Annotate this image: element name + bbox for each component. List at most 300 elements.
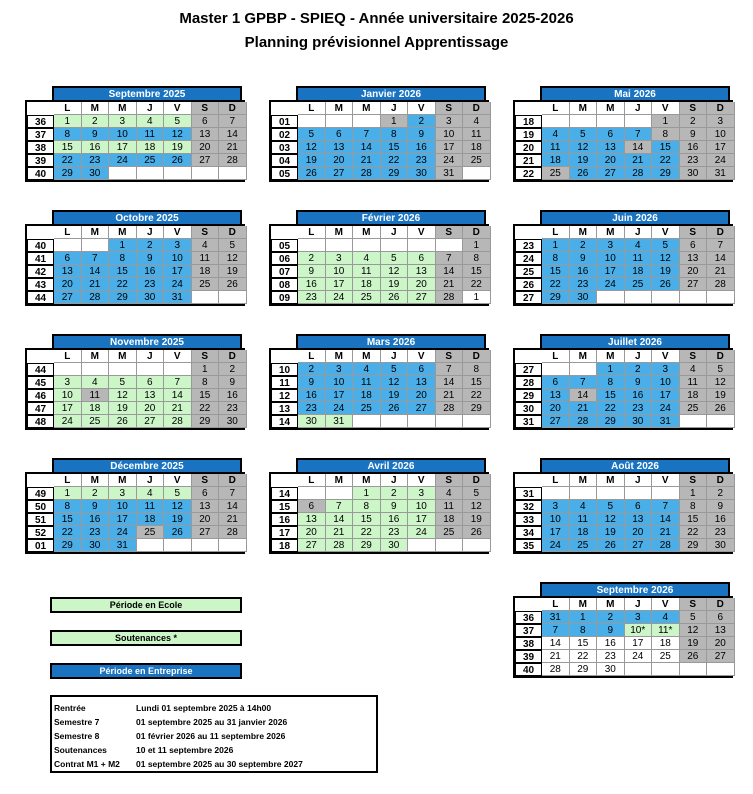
day-cell: 11 [137, 128, 165, 141]
week-number: 21 [515, 154, 542, 167]
info-row [54, 701, 374, 715]
week-number: 20 [515, 141, 542, 154]
day-cell: 12 [109, 389, 137, 402]
day-cell: 22 [353, 526, 381, 539]
day-cell: 20 [192, 141, 220, 154]
day-cell: 25 [463, 154, 491, 167]
week-number: 08 [271, 278, 298, 291]
day-cell [542, 487, 570, 500]
day-cell: 8 [463, 363, 491, 376]
day-cell: 28 [707, 278, 735, 291]
month-grid [25, 472, 245, 554]
day-cell [82, 239, 110, 252]
day-cell: 12 [707, 376, 735, 389]
day-cell [707, 415, 735, 428]
week-number: 03 [271, 141, 298, 154]
day-cell [652, 487, 680, 500]
day-cell [298, 239, 326, 252]
weekday-header: M [82, 350, 110, 363]
day-cell: 17 [436, 141, 464, 154]
day-cell: 29 [542, 291, 570, 304]
day-cell: 16 [597, 637, 625, 650]
day-cell: 20 [597, 154, 625, 167]
day-cell: 23 [298, 402, 326, 415]
month-calendar [522, 210, 730, 306]
day-cell: 24 [707, 154, 735, 167]
day-cell: 13 [707, 624, 735, 637]
day-cell: 20 [408, 389, 436, 402]
day-cell [680, 291, 708, 304]
day-cell: 30 [219, 415, 247, 428]
day-cell: 24 [652, 402, 680, 415]
day-cell [109, 167, 137, 180]
day-cell: 14 [625, 141, 653, 154]
day-cell: 30 [82, 167, 110, 180]
day-cell: 17 [54, 402, 82, 415]
info-box [50, 695, 378, 773]
weekday-header: J [381, 226, 409, 239]
month-grid [269, 224, 489, 306]
week-header-blank [271, 102, 298, 115]
day-cell: 15 [54, 513, 82, 526]
day-cell: 28 [542, 663, 570, 676]
day-cell: 30 [680, 167, 708, 180]
day-cell: 9 [570, 252, 598, 265]
day-cell [652, 663, 680, 676]
day-cell [164, 539, 192, 552]
week-number: 30 [515, 402, 542, 415]
day-cell: 24 [326, 402, 354, 415]
week-header-blank [27, 102, 54, 115]
day-cell: 17 [625, 637, 653, 650]
weekday-header: J [625, 598, 653, 611]
day-cell: 16 [137, 265, 165, 278]
month-grid [513, 596, 733, 678]
day-cell: 12 [164, 128, 192, 141]
day-cell: 27 [192, 154, 220, 167]
day-cell: 24 [54, 415, 82, 428]
weekday-header: M [570, 350, 598, 363]
day-cell: 5 [652, 239, 680, 252]
day-cell [436, 539, 464, 552]
day-cell: 19 [463, 513, 491, 526]
month-grid [513, 348, 733, 430]
day-cell [381, 239, 409, 252]
day-cell: 14 [436, 265, 464, 278]
weekday-header: V [652, 474, 680, 487]
day-cell: 13 [680, 252, 708, 265]
week-number: 12 [271, 389, 298, 402]
day-cell: 31 [436, 167, 464, 180]
day-cell: 22 [54, 154, 82, 167]
day-cell: 20 [298, 526, 326, 539]
day-cell: 22 [192, 402, 220, 415]
day-cell: 19 [381, 389, 409, 402]
day-cell: 3 [326, 363, 354, 376]
info-key: Semestre 8 [54, 731, 100, 741]
weekday-header: M [570, 474, 598, 487]
week-number: 22 [515, 167, 542, 180]
day-cell [137, 167, 165, 180]
day-cell: 26 [463, 526, 491, 539]
weekday-header: D [219, 474, 247, 487]
week-number: 47 [27, 402, 54, 415]
day-cell: 26 [219, 278, 247, 291]
day-cell: 16 [298, 389, 326, 402]
day-cell [219, 291, 247, 304]
day-cell: 5 [597, 500, 625, 513]
day-cell: 4 [82, 376, 110, 389]
day-cell: 11 [542, 141, 570, 154]
day-cell: 21 [326, 526, 354, 539]
month-title: Juillet 2026 [540, 334, 730, 348]
day-cell: 19 [570, 154, 598, 167]
day-cell: 24 [436, 154, 464, 167]
week-header-blank [27, 226, 54, 239]
day-cell: 21 [353, 154, 381, 167]
weekday-header: S [436, 226, 464, 239]
week-number: 38 [27, 141, 54, 154]
day-cell [82, 363, 110, 376]
day-cell: 25 [353, 291, 381, 304]
weekday-header: M [109, 350, 137, 363]
day-cell: 27 [597, 167, 625, 180]
day-cell [353, 115, 381, 128]
day-cell: 25 [192, 278, 220, 291]
week-number: 18 [515, 115, 542, 128]
day-cell: 17 [542, 526, 570, 539]
day-cell: 22 [381, 154, 409, 167]
day-cell: 16 [680, 141, 708, 154]
day-cell: 5 [164, 487, 192, 500]
day-cell: 4 [652, 611, 680, 624]
day-cell: 18 [353, 389, 381, 402]
day-cell: 10 [54, 389, 82, 402]
day-cell: 5 [381, 252, 409, 265]
day-cell [597, 487, 625, 500]
day-cell [54, 239, 82, 252]
day-cell: 7 [353, 128, 381, 141]
day-cell: 22 [54, 526, 82, 539]
day-cell: 8 [652, 128, 680, 141]
week-number: 05 [271, 167, 298, 180]
day-cell: 2 [298, 363, 326, 376]
day-cell: 5 [707, 363, 735, 376]
day-cell: 5 [570, 128, 598, 141]
day-cell: 8 [570, 624, 598, 637]
day-cell: 14 [164, 389, 192, 402]
day-cell: 29 [463, 402, 491, 415]
week-number: 44 [27, 363, 54, 376]
day-cell [436, 239, 464, 252]
week-number: 16 [271, 513, 298, 526]
day-cell [137, 539, 165, 552]
day-cell: 10 [542, 513, 570, 526]
day-cell: 2 [137, 239, 165, 252]
day-cell: 6 [326, 128, 354, 141]
day-cell: 17 [326, 278, 354, 291]
day-cell: 16 [625, 389, 653, 402]
day-cell [353, 239, 381, 252]
day-cell: 26 [298, 167, 326, 180]
weekday-header: J [137, 474, 165, 487]
day-cell: 22 [652, 154, 680, 167]
day-cell: 10 [326, 265, 354, 278]
month-title: Février 2026 [296, 210, 486, 224]
info-value: 01 février 2026 au 11 septembre 2026 [136, 731, 286, 741]
day-cell: 18 [652, 637, 680, 650]
day-cell: 17 [707, 141, 735, 154]
day-cell: 31 [652, 415, 680, 428]
day-cell: 31 [542, 611, 570, 624]
day-cell: 30 [597, 663, 625, 676]
day-cell: 16 [381, 513, 409, 526]
day-cell: 5 [680, 611, 708, 624]
day-cell: 9 [298, 265, 326, 278]
day-cell [353, 415, 381, 428]
day-cell: 27 [298, 539, 326, 552]
weekday-header: L [298, 226, 326, 239]
week-number: 40 [27, 167, 54, 180]
weekday-header: J [137, 226, 165, 239]
week-number: 36 [515, 611, 542, 624]
day-cell: 8 [463, 252, 491, 265]
weekday-header: J [625, 474, 653, 487]
day-cell: 12 [680, 624, 708, 637]
day-cell: 20 [192, 513, 220, 526]
day-cell: 4 [353, 252, 381, 265]
week-header-blank [515, 350, 542, 363]
weekday-header: V [652, 350, 680, 363]
day-cell: 19 [109, 402, 137, 415]
info-row [54, 715, 374, 729]
month-calendar [278, 86, 486, 182]
day-cell [137, 363, 165, 376]
month-grid [269, 472, 489, 554]
day-cell: 10 [408, 500, 436, 513]
day-cell [164, 167, 192, 180]
day-cell: 27 [137, 415, 165, 428]
day-cell: 1 [597, 363, 625, 376]
day-cell: 1 [652, 115, 680, 128]
day-cell: 20 [707, 637, 735, 650]
day-cell: 23 [707, 526, 735, 539]
day-cell: 7 [326, 500, 354, 513]
day-cell: 24 [109, 526, 137, 539]
day-cell: 29 [353, 539, 381, 552]
day-cell: 4 [463, 115, 491, 128]
day-cell: 21 [219, 513, 247, 526]
day-cell: 28 [353, 167, 381, 180]
day-cell: 18 [542, 154, 570, 167]
day-cell: 26 [109, 415, 137, 428]
day-cell: 18 [353, 278, 381, 291]
page-title: Master 1 GPBP - SPIEQ - Année universitaire 2025-2026 [179, 10, 574, 27]
day-cell: 9 [298, 376, 326, 389]
day-cell: 23 [82, 526, 110, 539]
day-cell [408, 415, 436, 428]
day-cell [570, 115, 598, 128]
weekday-header: D [707, 598, 735, 611]
weekday-header: L [54, 226, 82, 239]
day-cell: 24 [542, 539, 570, 552]
weekday-header: D [219, 226, 247, 239]
day-cell: 29 [597, 415, 625, 428]
day-cell: 28 [625, 167, 653, 180]
day-cell: 3 [707, 115, 735, 128]
day-cell: 10 [109, 500, 137, 513]
day-cell: 2 [298, 252, 326, 265]
week-header-blank [271, 226, 298, 239]
week-number: 13 [271, 402, 298, 415]
week-number: 34 [515, 526, 542, 539]
month-grid [25, 224, 245, 306]
day-cell: 27 [326, 167, 354, 180]
day-cell: 11 [680, 376, 708, 389]
day-cell: 23 [219, 402, 247, 415]
day-cell: 28 [570, 415, 598, 428]
month-grid [269, 348, 489, 430]
day-cell: 21 [570, 402, 598, 415]
info-value: Lundi 01 septembre 2025 à 14h00 [136, 703, 272, 713]
day-cell: 15 [570, 637, 598, 650]
week-number: 07 [271, 265, 298, 278]
day-cell: 19 [597, 526, 625, 539]
day-cell: 17 [408, 513, 436, 526]
day-cell [680, 663, 708, 676]
day-cell: 2 [408, 115, 436, 128]
day-cell: 21 [164, 402, 192, 415]
day-cell: 2 [82, 487, 110, 500]
week-number: 15 [271, 500, 298, 513]
day-cell: 14 [219, 500, 247, 513]
week-number: 10 [271, 363, 298, 376]
weekday-header: V [408, 474, 436, 487]
day-cell: 21 [707, 265, 735, 278]
week-number: 24 [515, 252, 542, 265]
day-cell: 5 [381, 363, 409, 376]
day-cell: 26 [381, 402, 409, 415]
day-cell: 31 [109, 539, 137, 552]
week-number: 39 [27, 154, 54, 167]
day-cell: 3 [408, 487, 436, 500]
day-cell: 27 [542, 415, 570, 428]
month-calendar [278, 334, 486, 430]
day-cell: 6 [54, 252, 82, 265]
day-cell: 21 [625, 154, 653, 167]
day-cell: 8 [381, 128, 409, 141]
day-cell: 11 [625, 252, 653, 265]
day-cell: 27 [680, 278, 708, 291]
legend-soutenances: Soutenances * [50, 630, 242, 646]
week-header-blank [515, 474, 542, 487]
day-cell: 5 [463, 487, 491, 500]
day-cell: 7 [652, 500, 680, 513]
weekday-header: M [82, 226, 110, 239]
day-cell: 26 [680, 650, 708, 663]
weekday-header: D [463, 226, 491, 239]
day-cell: 22 [542, 278, 570, 291]
month-grid [513, 224, 733, 306]
day-cell: 18 [436, 513, 464, 526]
day-cell: 16 [408, 141, 436, 154]
weekday-header: J [625, 350, 653, 363]
week-number: 14 [271, 487, 298, 500]
day-cell: 12 [652, 252, 680, 265]
month-title: Septembre 2026 [540, 582, 730, 596]
month-title: Août 2026 [540, 458, 730, 472]
day-cell: 1 [463, 291, 491, 304]
day-cell: 22 [463, 278, 491, 291]
week-number: 50 [27, 500, 54, 513]
day-cell: 26 [164, 526, 192, 539]
day-cell: 20 [54, 278, 82, 291]
day-cell: 7 [164, 376, 192, 389]
day-cell [109, 363, 137, 376]
weekday-header: S [436, 350, 464, 363]
day-cell: 8 [680, 500, 708, 513]
day-cell: 11 [570, 513, 598, 526]
weekday-header: M [326, 102, 354, 115]
day-cell: 17 [109, 513, 137, 526]
weekday-header: V [408, 102, 436, 115]
weekday-header: V [408, 226, 436, 239]
day-cell: 28 [82, 291, 110, 304]
day-cell: 15 [109, 265, 137, 278]
day-cell: 11* [652, 624, 680, 637]
week-number: 02 [271, 128, 298, 141]
weekday-header: D [707, 350, 735, 363]
weekday-header: S [192, 350, 220, 363]
day-cell: 8 [597, 376, 625, 389]
day-cell: 24 [625, 650, 653, 663]
day-cell [625, 115, 653, 128]
week-number: 18 [271, 539, 298, 552]
day-cell: 19 [652, 265, 680, 278]
day-cell [542, 363, 570, 376]
day-cell: 2 [570, 239, 598, 252]
day-cell: 16 [82, 141, 110, 154]
day-cell: 16 [219, 389, 247, 402]
day-cell: 6 [192, 487, 220, 500]
day-cell: 21 [436, 389, 464, 402]
weekday-header: M [109, 474, 137, 487]
day-cell: 21 [219, 141, 247, 154]
weekday-header: L [54, 350, 82, 363]
day-cell: 14 [570, 389, 598, 402]
day-cell: 23 [82, 154, 110, 167]
day-cell: 6 [680, 239, 708, 252]
day-cell: 8 [54, 128, 82, 141]
day-cell: 12 [298, 141, 326, 154]
day-cell: 18 [680, 389, 708, 402]
day-cell: 6 [298, 500, 326, 513]
week-number: 31 [515, 487, 542, 500]
month-title: Novembre 2025 [52, 334, 242, 348]
day-cell: 23 [597, 650, 625, 663]
day-cell: 18 [82, 402, 110, 415]
day-cell: 3 [54, 376, 82, 389]
day-cell: 14 [542, 637, 570, 650]
day-cell: 28 [326, 539, 354, 552]
month-title: Septembre 2025 [52, 86, 242, 100]
day-cell: 4 [192, 239, 220, 252]
weekday-header: J [381, 102, 409, 115]
weekday-header: M [597, 226, 625, 239]
day-cell: 18 [137, 513, 165, 526]
day-cell: 24 [408, 526, 436, 539]
weekday-header: L [54, 102, 82, 115]
